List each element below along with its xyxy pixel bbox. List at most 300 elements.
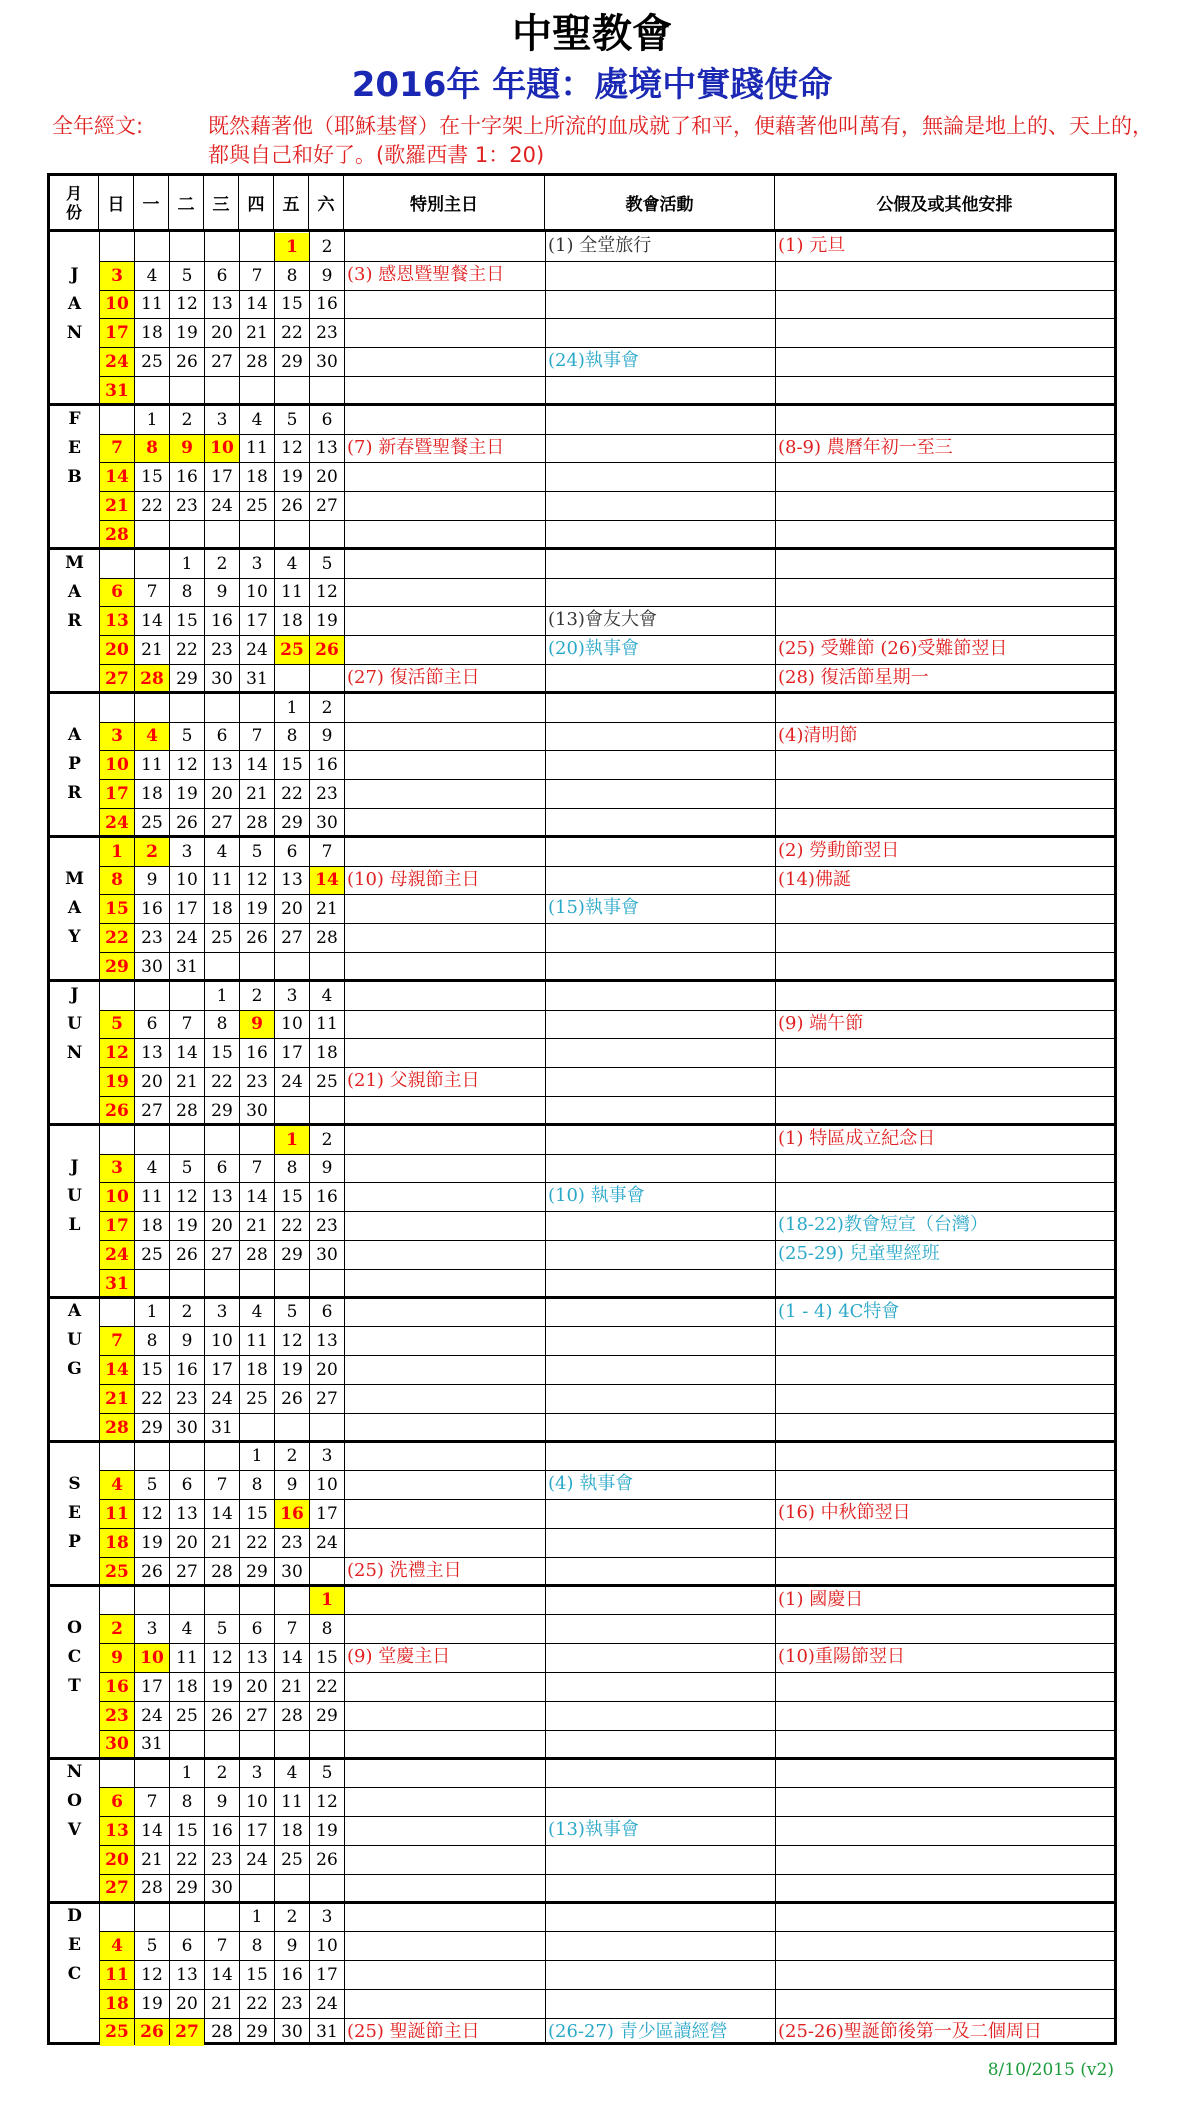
- day-cell: 30: [316, 812, 338, 833]
- day-cell: 24: [246, 1849, 268, 1870]
- day-cell: 14: [246, 755, 268, 776]
- day-cell: 27: [211, 812, 233, 833]
- church-activity-note: (1) 全堂旅行: [548, 235, 652, 256]
- day-cell: 15: [246, 1504, 268, 1525]
- day-cell: 19: [281, 1360, 303, 1381]
- day-cell: 20: [176, 1532, 198, 1553]
- empty-day-cell: [100, 694, 134, 722]
- empty-day-cell: [240, 1270, 274, 1298]
- day-cell: 27: [100, 665, 134, 693]
- day-cell: 8: [181, 582, 193, 603]
- day-cell: 24: [211, 496, 233, 517]
- header-mon: 一: [134, 176, 169, 232]
- day-cell: 20: [211, 784, 233, 805]
- day-cell: 10: [135, 1644, 169, 1672]
- special-sunday-note: (25) 洗禮主日: [347, 1559, 462, 1581]
- day-cell: 10: [176, 870, 198, 891]
- day-cell: 20: [100, 1846, 134, 1874]
- day-cell: 26: [135, 2019, 169, 2047]
- month-label: [50, 1298, 99, 1384]
- day-cell: 5: [321, 1763, 333, 1784]
- day-cell: 13: [316, 1331, 338, 1352]
- day-cell: 26: [211, 1705, 233, 1726]
- day-cell: 28: [246, 812, 268, 833]
- day-cell: 5: [181, 265, 193, 286]
- day-cell: 1: [146, 1302, 158, 1323]
- day-cell: 31: [316, 2022, 338, 2043]
- day-cell: 16: [176, 467, 198, 488]
- day-cell: 21: [141, 640, 163, 661]
- day-cell: 19: [141, 1993, 163, 2014]
- day-cell: 15: [281, 1187, 303, 1208]
- month-letter: J: [70, 264, 79, 285]
- day-cell: 20: [246, 1676, 268, 1697]
- day-cell: 7: [216, 1475, 228, 1496]
- day-cell: 27: [316, 496, 338, 517]
- holiday-note: (25-26)聖誕節後第一及二個周日: [778, 2020, 1042, 2042]
- day-cell: 29: [246, 2022, 268, 2043]
- day-cell: 17: [141, 1676, 163, 1697]
- day-cell: 26: [316, 1849, 338, 1870]
- day-cell: 20: [316, 1360, 338, 1381]
- holiday-note: (14)佛誕: [778, 868, 851, 890]
- empty-day-cell: [240, 1587, 274, 1615]
- month-letter: F: [68, 408, 81, 429]
- day-cell: 20: [316, 467, 338, 488]
- day-cell: 24: [100, 1241, 134, 1269]
- day-cell: 13: [316, 438, 338, 459]
- day-cell: 10: [211, 1331, 233, 1352]
- day-cell: 11: [316, 1014, 338, 1035]
- day-cell: 15: [281, 294, 303, 315]
- day-cell: 14: [281, 1648, 303, 1669]
- header-wed: 三: [204, 176, 239, 232]
- day-cell: 15: [141, 1360, 163, 1381]
- day-cell: 22: [141, 1388, 163, 1409]
- day-cell: 18: [316, 1043, 338, 1064]
- church-activity-note: (13)會友大會: [548, 609, 657, 631]
- day-cell: 17: [211, 467, 233, 488]
- empty-day-cell: [275, 1414, 309, 1442]
- day-cell: 6: [216, 726, 228, 747]
- empty-day-cell: [310, 1270, 344, 1298]
- day-cell: 11: [176, 1648, 198, 1669]
- day-cell: 9: [286, 1936, 298, 1957]
- day-cell: 25: [275, 636, 309, 664]
- month-letter: N: [66, 322, 83, 343]
- day-cell: 22: [141, 496, 163, 517]
- empty-day-cell: [240, 1414, 274, 1442]
- day-cell: 29: [281, 812, 303, 833]
- empty-day-cell: [170, 694, 204, 722]
- day-cell: 11: [281, 582, 303, 603]
- day-cell: 9: [216, 1792, 228, 1813]
- day-cell: 27: [281, 928, 303, 949]
- day-cell: 16: [176, 1360, 198, 1381]
- day-cell: 9: [146, 870, 158, 891]
- day-cell: 10: [246, 1792, 268, 1813]
- day-cell: 7: [216, 1936, 228, 1957]
- day-cell: 17: [100, 319, 134, 347]
- day-cell: 15: [316, 1648, 338, 1669]
- holiday-note: (1 - 4) 4C特會: [778, 1300, 900, 1322]
- empty-day-cell: [275, 1270, 309, 1298]
- day-cell: 28: [135, 665, 169, 693]
- day-cell: 31: [176, 956, 198, 977]
- day-cell: 13: [176, 1964, 198, 1985]
- church-title: 中聖教會: [512, 11, 672, 57]
- empty-day-cell: [275, 1097, 309, 1125]
- day-cell: 4: [321, 985, 333, 1006]
- month-label: [50, 1154, 99, 1240]
- day-cell: 18: [246, 467, 268, 488]
- day-cell: 2: [321, 1129, 333, 1150]
- day-cell: 23: [246, 1072, 268, 1093]
- month-label: [50, 261, 99, 347]
- holiday-note: (10)重陽節翌日: [778, 1646, 905, 1668]
- header-special-sunday: 特別主日: [344, 176, 545, 232]
- day-cell: 14: [211, 1504, 233, 1525]
- day-cell: 31: [100, 377, 134, 405]
- month-letter: R: [67, 783, 82, 804]
- month-letter: O: [67, 1791, 82, 1812]
- day-cell: 17: [246, 611, 268, 632]
- day-cell: 19: [246, 899, 268, 920]
- church-activity-note: (20)執事會: [548, 638, 639, 660]
- header-thu: 四: [239, 176, 274, 232]
- special-sunday-note: (21) 父親節主日: [347, 1070, 480, 1092]
- day-cell: 27: [100, 1875, 134, 1903]
- day-cell: 5: [286, 1302, 298, 1323]
- day-cell: 23: [316, 784, 338, 805]
- day-cell: 25: [281, 1849, 303, 1870]
- day-cell: 6: [181, 1475, 193, 1496]
- empty-day-cell: [135, 1903, 169, 1931]
- empty-day-cell: [310, 377, 344, 405]
- day-cell: 1: [181, 553, 193, 574]
- church-activity-note: (24)執事會: [548, 350, 639, 372]
- day-cell: 23: [316, 323, 338, 344]
- empty-day-cell: [170, 1126, 204, 1154]
- day-cell: 12: [316, 1792, 338, 1813]
- day-cell: 9: [321, 1158, 333, 1179]
- day-cell: 22: [176, 1849, 198, 1870]
- day-cell: 13: [100, 607, 134, 635]
- month-letter: A: [67, 898, 82, 919]
- day-cell: 30: [316, 1244, 338, 1265]
- day-cell: 29: [281, 1244, 303, 1265]
- empty-day-cell: [275, 665, 309, 693]
- day-cell: 20: [141, 1072, 163, 1093]
- day-cell: 16: [141, 899, 163, 920]
- day-cell: 14: [141, 611, 163, 632]
- day-cell: 25: [211, 928, 233, 949]
- empty-day-cell: [205, 1587, 239, 1615]
- day-cell: 31: [100, 1270, 134, 1298]
- day-cell: 21: [100, 492, 134, 520]
- holiday-note: (28) 復活節星期一: [778, 667, 929, 688]
- empty-day-cell: [275, 953, 309, 981]
- empty-day-cell: [240, 1875, 274, 1903]
- day-cell: 5: [146, 1936, 158, 1957]
- month-label: [50, 549, 99, 635]
- empty-day-cell: [310, 665, 344, 693]
- day-cell: 25: [246, 496, 268, 517]
- day-cell: 24: [316, 1993, 338, 2014]
- day-cell: 13: [211, 755, 233, 776]
- day-cell: 6: [321, 1302, 333, 1323]
- month-letter: R: [67, 610, 82, 631]
- day-cell: 26: [100, 1097, 134, 1125]
- day-cell: 4: [100, 1932, 134, 1960]
- day-cell: 31: [141, 1734, 163, 1755]
- empty-day-cell: [310, 1731, 344, 1759]
- day-cell: 26: [281, 496, 303, 517]
- empty-day-cell: [135, 521, 169, 549]
- day-cell: 16: [100, 1673, 134, 1701]
- day-cell: 3: [146, 1619, 158, 1640]
- special-sunday-note: (25) 聖誕節主日: [347, 2020, 480, 2042]
- holiday-note: (1) 元旦: [778, 235, 846, 256]
- day-cell: 23: [211, 640, 233, 661]
- month-label: [50, 981, 99, 1067]
- day-cell: 27: [211, 352, 233, 373]
- empty-day-cell: [100, 1443, 134, 1471]
- day-cell: 10: [246, 582, 268, 603]
- day-cell: 26: [246, 928, 268, 949]
- day-cell: 17: [100, 1212, 134, 1240]
- day-cell: 18: [100, 1529, 134, 1557]
- day-cell: 2: [216, 1763, 228, 1784]
- church-activity-note: (13)執事會: [548, 1819, 639, 1840]
- day-cell: 24: [281, 1072, 303, 1093]
- day-cell: 20: [211, 1216, 233, 1237]
- day-cell: 21: [211, 1532, 233, 1553]
- holiday-note: (8-9) 農曆年初一至三: [778, 436, 953, 458]
- day-cell: 11: [246, 438, 268, 459]
- year-theme: 2016年 年題：處境中實踐使命: [351, 65, 833, 105]
- day-cell: 5: [146, 1475, 158, 1496]
- day-cell: 19: [281, 467, 303, 488]
- day-cell: 3: [181, 841, 193, 862]
- day-cell: 11: [281, 1792, 303, 1813]
- day-cell: 15: [281, 755, 303, 776]
- day-cell: 17: [100, 780, 134, 808]
- day-cell: 6: [286, 841, 298, 862]
- day-cell: 9: [321, 265, 333, 286]
- day-cell: 26: [176, 352, 198, 373]
- day-cell: 2: [100, 1615, 134, 1643]
- day-cell: 5: [181, 1158, 193, 1179]
- holiday-note: (1) 特區成立紀念日: [778, 1127, 936, 1149]
- month-label: [50, 405, 99, 491]
- month-letter: B: [67, 466, 82, 487]
- day-cell: 6: [100, 579, 134, 607]
- day-cell: 8: [251, 1936, 263, 1957]
- day-cell: 8: [321, 1619, 333, 1640]
- day-cell: 29: [281, 352, 303, 373]
- header-month: 月份: [50, 176, 99, 232]
- day-cell: 27: [176, 1561, 198, 1582]
- empty-day-cell: [170, 233, 204, 261]
- empty-day-cell: [205, 694, 239, 722]
- month-letter: A: [67, 1301, 82, 1322]
- day-cell: 14: [211, 1964, 233, 1985]
- day-cell: 14: [141, 1820, 163, 1841]
- day-cell: 1: [275, 233, 309, 261]
- day-cell: 8: [146, 1331, 158, 1352]
- day-cell: 23: [316, 1216, 338, 1237]
- day-cell: 18: [100, 1990, 134, 2018]
- header-sat: 六: [309, 176, 344, 232]
- day-cell: 14: [100, 1356, 134, 1384]
- day-cell: 18: [211, 899, 233, 920]
- day-cell: 22: [316, 1676, 338, 1697]
- empty-day-cell: [240, 694, 274, 722]
- day-cell: 18: [281, 611, 303, 632]
- day-cell: 8: [216, 1014, 228, 1035]
- day-cell: 5: [100, 1011, 134, 1039]
- empty-day-cell: [205, 953, 239, 981]
- month-letter: P: [68, 754, 81, 775]
- empty-day-cell: [100, 406, 134, 434]
- empty-day-cell: [100, 233, 134, 261]
- day-cell: 21: [246, 1216, 268, 1237]
- empty-day-cell: [135, 1759, 169, 1787]
- empty-day-cell: [100, 550, 134, 578]
- day-cell: 31: [211, 1417, 233, 1438]
- day-cell: 17: [176, 899, 198, 920]
- empty-day-cell: [170, 982, 204, 1010]
- day-cell: 7: [181, 1014, 193, 1035]
- day-cell: 29: [176, 668, 198, 689]
- day-cell: 13: [176, 1504, 198, 1525]
- day-cell: 1: [275, 1126, 309, 1154]
- header-fri: 五: [274, 176, 309, 232]
- empty-day-cell: [100, 1759, 134, 1787]
- day-cell: 9: [286, 1475, 298, 1496]
- day-cell: 27: [211, 1244, 233, 1265]
- day-cell: 14: [100, 463, 134, 491]
- day-cell: 7: [100, 1327, 134, 1355]
- day-cell: 30: [281, 2022, 303, 2043]
- day-cell: 2: [181, 409, 193, 430]
- day-cell: 16: [211, 611, 233, 632]
- day-cell: 3: [100, 262, 134, 290]
- empty-day-cell: [205, 377, 239, 405]
- day-cell: 6: [181, 1936, 193, 1957]
- day-cell: 25: [100, 2019, 134, 2047]
- day-cell: 12: [316, 582, 338, 603]
- month-letter: M: [65, 552, 84, 573]
- month-letter: A: [67, 581, 82, 602]
- day-cell: 19: [100, 1068, 134, 1096]
- day-cell: 15: [141, 467, 163, 488]
- empty-day-cell: [240, 1731, 274, 1759]
- day-cell: 2: [181, 1302, 193, 1323]
- day-cell: 5: [181, 726, 193, 747]
- day-cell: 16: [275, 1500, 309, 1528]
- day-cell: 15: [100, 895, 134, 923]
- day-cell: 30: [316, 352, 338, 373]
- month-letter: G: [67, 1359, 82, 1380]
- day-cell: 21: [281, 1676, 303, 1697]
- day-cell: 1: [216, 985, 228, 1006]
- day-cell: 13: [246, 1648, 268, 1669]
- empty-day-cell: [135, 233, 169, 261]
- day-cell: 28: [211, 1561, 233, 1582]
- day-cell: 24: [100, 809, 134, 837]
- day-cell: 7: [100, 435, 134, 463]
- day-cell: 10: [100, 291, 134, 319]
- day-cell: 20: [100, 636, 134, 664]
- church-activity-note: (10) 執事會: [548, 1185, 645, 1207]
- day-cell: 23: [100, 1702, 134, 1730]
- month-letter: E: [68, 437, 81, 458]
- empty-day-cell: [205, 1270, 239, 1298]
- day-cell: 23: [176, 496, 198, 517]
- day-cell: 15: [176, 1820, 198, 1841]
- calendar-table: [47, 173, 1117, 2045]
- day-cell: 25: [141, 812, 163, 833]
- empty-day-cell: [240, 521, 274, 549]
- day-cell: 30: [176, 1417, 198, 1438]
- empty-day-cell: [100, 1903, 134, 1931]
- day-cell: 28: [141, 1878, 163, 1899]
- day-cell: 8: [181, 1792, 193, 1813]
- day-cell: 4: [146, 1158, 158, 1179]
- day-cell: 23: [281, 1993, 303, 2014]
- day-cell: 21: [316, 899, 338, 920]
- day-cell: 4: [251, 1302, 263, 1323]
- day-cell: 23: [211, 1849, 233, 1870]
- empty-day-cell: [240, 953, 274, 981]
- day-cell: 4: [135, 723, 169, 751]
- day-cell: 9: [321, 726, 333, 747]
- day-cell: 12: [176, 1187, 198, 1208]
- day-cell: 27: [316, 1388, 338, 1409]
- day-cell: 6: [216, 265, 228, 286]
- day-cell: 10: [281, 1014, 303, 1035]
- day-cell: 3: [216, 409, 228, 430]
- day-cell: 27: [246, 1705, 268, 1726]
- special-sunday-note: (7) 新春暨聖餐主日: [347, 436, 505, 458]
- day-cell: 8: [251, 1475, 263, 1496]
- empty-day-cell: [240, 233, 274, 261]
- day-cell: 9: [240, 1011, 274, 1039]
- month-letter: O: [67, 1618, 82, 1639]
- day-cell: 12: [246, 870, 268, 891]
- day-cell: 26: [310, 636, 344, 664]
- day-cell: 7: [286, 1619, 298, 1640]
- empty-day-cell: [205, 1443, 239, 1471]
- day-cell: 17: [281, 1043, 303, 1064]
- day-cell: 10: [100, 1183, 134, 1211]
- holiday-note: (1) 國慶日: [778, 1588, 864, 1610]
- day-cell: 6: [100, 1788, 134, 1816]
- day-cell: 11: [246, 1331, 268, 1352]
- day-cell: 1: [251, 1907, 263, 1928]
- day-cell: 3: [251, 1763, 263, 1784]
- month-letter: E: [68, 1935, 81, 1956]
- month-label: [50, 866, 99, 952]
- day-cell: 7: [251, 1158, 263, 1179]
- empty-day-cell: [135, 1126, 169, 1154]
- day-cell: 17: [316, 1964, 338, 1985]
- month-letter: N: [66, 1762, 83, 1783]
- month-letter: J: [70, 1157, 79, 1178]
- day-cell: 29: [211, 1100, 233, 1121]
